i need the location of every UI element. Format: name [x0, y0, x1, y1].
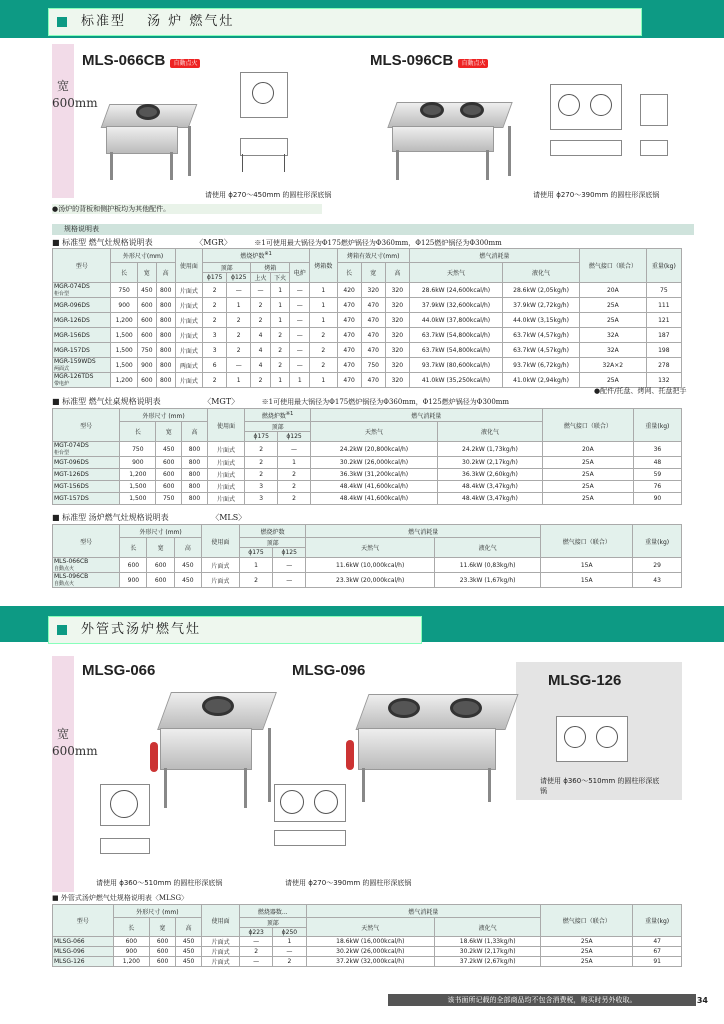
- table-cell: 1: [278, 457, 311, 469]
- drawing-mlsg066: [96, 780, 196, 870]
- table-cell: 片面式: [175, 313, 202, 328]
- table-row: [53, 493, 682, 505]
- table-cell: 600: [137, 328, 156, 343]
- table-cell: 800: [156, 358, 175, 373]
- table-cell: —: [290, 358, 310, 373]
- table-cell: 15A: [541, 558, 633, 573]
- table-cell: 750: [111, 283, 137, 298]
- table-cell: 1: [310, 373, 337, 388]
- table-cell: 800: [156, 298, 175, 313]
- table-cell: —: [290, 283, 310, 298]
- mls-title: ■ 标准型 汤炉燃气灶规格说明表 〈MLS〉: [52, 513, 247, 522]
- table-row: [53, 343, 682, 358]
- mgr-title: ■ 标准型 燃气灶规格说明表 〈MGR〉 ※1可使用最大锅径为Φ175燃炉锅径为Φ360mm，Φ125燃炉锅径为Φ300mm: [52, 238, 502, 247]
- table-cell: 750: [361, 358, 385, 373]
- model-cell: MGR-126DS: [53, 313, 111, 328]
- table-cell: 片面式: [175, 328, 202, 343]
- table-row: [53, 947, 682, 957]
- table-cell: 23.3kW (1,67kg/h): [435, 573, 541, 588]
- mgr-table: 型号 外形尺寸(mm) 使用面 燃烧炉数$^{※1}$ 烤箱数 烤箱有效尺寸(mm) 燃气消耗量 燃气接口（联合） 重量(kg) 长 宽 高 顶部 烤箱 电炉 长 宽 高 天然气 液化气 ϕ175 ϕ125 上火 下火 MGR-074DS 柜台型 750 450 800 片面式 2 — — 1 — 1 420 320 320 28.6kW (24,600kcal/h) 28.6kW (2,05kg/h) 20A 75 MGR-096DS 900 600 800 片面式 2 1 2 1 — 1 470 470 320 37.9kW (32,600kcal/h) 37.9kW (2,72kg/h) 25A 111 MGR-126DS 1,200 600 800 片面式 2 2 2 1 — 1 470 470 320 44.0kW (37,800kcal/h) 44.0kW (3,15kg/h) 25A 121 MGR-156DS 1,500 600 800 片面式 3 2 4 2 — 2 470 470 320 63.7kW (54,800kcal/h) 63.7kW (4,57kg/h) 32A 187 MGR-157DS 1,500 750 800 片面式 3 2 4 2 — 2 470 470 320 63.7kW (54,800kcal/h) 63.7kW (4,57kg/h) 32A 198 MGR-159WDS 两面式 1,500 900 800 两面式 6 — 4 2 — 2 470 750 320 93.7kW (80,600kcal/h) 93.7kW (6,72kg/h) 32A×2 278 MGR-126TDS 带电炉 1,200 600 800 片面式 2 1 2 1 1 1 470 470 320 41.0kW (35,250kcal/h) 41.0kW (2,94kg/h) 25A 132: [52, 248, 682, 388]
- table-cell: 470: [361, 328, 385, 343]
- table-cell: 2: [310, 343, 337, 358]
- table-cell: 470: [337, 328, 361, 343]
- drawing-b: [540, 80, 670, 180]
- table-cell: 470: [337, 298, 361, 313]
- table-cell: 900: [137, 358, 156, 373]
- table-cell: 1: [310, 313, 337, 328]
- table-cell: 800: [182, 493, 208, 505]
- table-cell: 750: [137, 343, 156, 358]
- drawing-mlsg126: [546, 712, 646, 768]
- section-marker: [57, 17, 67, 27]
- table-cell: 2: [203, 313, 227, 328]
- table-cell: 470: [337, 313, 361, 328]
- table-cell: 600: [137, 313, 156, 328]
- table-cell: 2: [203, 373, 227, 388]
- table-cell: 2: [245, 442, 278, 457]
- table-cell: 320: [385, 373, 409, 388]
- table-cell: 76: [633, 481, 681, 493]
- table-cell: 2: [227, 313, 251, 328]
- table-cell: 1,200: [120, 469, 156, 481]
- table-cell: 600: [120, 558, 147, 573]
- table-cell: —: [227, 358, 251, 373]
- table-cell: 41.0kW (35,250kcal/h): [409, 373, 502, 388]
- mgt-title: ■ 标准型 燃气灶桌规格说明表 〈MGT〉 ※1可使用最大锅径为Φ175燃炉锅径为Φ360mm，Φ125燃炉锅径为Φ300mm: [52, 397, 510, 406]
- table-cell: —: [227, 283, 251, 298]
- table-cell: 25A: [541, 937, 633, 947]
- table-cell: 1,200: [111, 313, 137, 328]
- table-cell: 450: [176, 947, 202, 957]
- table-cell: 59: [633, 469, 681, 481]
- table-cell: 1: [239, 558, 272, 573]
- table-cell: 1: [270, 283, 290, 298]
- table-cell: 470: [361, 343, 385, 358]
- table-cell: 900: [120, 573, 147, 588]
- table-cell: 6: [203, 358, 227, 373]
- mgr-table-body: [53, 283, 682, 388]
- model-cell: MGT-074DS 柜台型: [53, 442, 120, 457]
- table-cell: 30.2kW (26,000kcal/h): [310, 457, 437, 469]
- caption-mlsg066: 请使用 ϕ360～510mm 的圆柱形深底锅: [96, 879, 223, 887]
- table-cell: 25A: [542, 493, 633, 505]
- model-cell: MLSG-096: [53, 947, 114, 957]
- table-cell: 450: [174, 558, 201, 573]
- table-cell: 1: [290, 373, 310, 388]
- model-cell: MLS-066CB 自動点火: [53, 558, 120, 573]
- table-cell: 450: [174, 573, 201, 588]
- table-row: [53, 558, 682, 573]
- table-cell: 两面式: [175, 358, 202, 373]
- mlsg-table-body: [53, 937, 682, 967]
- table-cell: 25A: [579, 373, 646, 388]
- table-cell: 1: [310, 298, 337, 313]
- table-cell: 2: [203, 298, 227, 313]
- table-cell: 320: [385, 328, 409, 343]
- table-cell: 63.7kW (54,800kcal/h): [409, 328, 502, 343]
- table-cell: 48.4kW (41,600kcal/h): [310, 493, 437, 505]
- model-cell: MGT-156DS: [53, 481, 120, 493]
- table-row: [53, 283, 682, 298]
- table-cell: 1,500: [111, 328, 137, 343]
- table-cell: 2: [239, 573, 272, 588]
- table-cell: 3: [203, 343, 227, 358]
- model-title-b: MLS-096CB 自動点火: [370, 50, 488, 69]
- table-cell: —: [240, 937, 273, 947]
- table-cell: —: [240, 957, 273, 967]
- table-cell: 片面式: [207, 469, 244, 481]
- table-cell: 43: [633, 573, 682, 588]
- mgt-table-body: [53, 442, 682, 505]
- mlsg-table: 型号 外形尺寸 (mm) 使用面 燃烧器数... 燃气消耗量 燃气接口（联合） 重量(kg) 长 宽 高 顶部 天然气 液化气 ϕ223 ϕ250 MLSG-066 600 600 450 片面式 — 1 18.6kW (16,000kcal/h) 18.6kW (1,33kg/h) 25A 47 MLSG-096 900 600 450 片面式 2 — 30.2kW (26,000kcal/h) 30.2kW (2,17kg/h) 25A 67 MLSG-126 1,200 600 450 片面式 — 2 37.2kW (32,000kcal/h) 37.2kW (2,67kg/h) 25A 91: [52, 904, 682, 967]
- table-cell: 2: [270, 358, 290, 373]
- table-cell: 48.4kW (3,47kg/h): [438, 481, 543, 493]
- table-cell: 470: [337, 358, 361, 373]
- page-number: 34: [696, 996, 708, 1005]
- table-cell: 320: [385, 298, 409, 313]
- table-cell: 90: [633, 493, 681, 505]
- mls-table-body: [53, 558, 682, 588]
- table-cell: 450: [176, 957, 202, 967]
- table-cell: 2: [270, 343, 290, 358]
- table-cell: —: [273, 947, 306, 957]
- table-cell: 48: [633, 457, 681, 469]
- table-cell: 2: [251, 313, 271, 328]
- table-cell: 片面式: [175, 298, 202, 313]
- table-row: [53, 457, 682, 469]
- table-cell: 800: [182, 469, 208, 481]
- footer-note: 该书面所记载的全部商品均不包含消费税，购买时另外收取。: [388, 994, 696, 1006]
- table-cell: 198: [646, 343, 681, 358]
- table-cell: 3: [203, 328, 227, 343]
- model-cell: MLSG-066: [53, 937, 114, 947]
- table-row: [53, 313, 682, 328]
- table-cell: 750: [120, 442, 156, 457]
- accessory-note: ●配件/托盘、烤网、托盘把手: [594, 387, 687, 395]
- table-cell: 11.6kW (0,83kg/h): [435, 558, 541, 573]
- mgt-table: 型号 外形尺寸 (mm) 使用面 燃烧炉数$^{※1}$ 燃气消耗量 燃气接口（联合） 重量(kg) 长 宽 高 顶部 天然气 液化气 ϕ175 ϕ125 MGT-074DS 柜台型 750 450 800 片面式 2 — 24.2kW (20,800kcal/h) 24.2kW (1,73kg/h) 20A 36 MGT-096DS 900 600 800 片面式 2 1 30.2kW (26,000kcal/h) 30.2kW (2,17kg/h) 25A 48 MGT-126DS 1,200 600 800 片面式 2 2 36.3kW (31,200kcal/h) 36.3kW (2,60kg/h) 25A 59 MGT-156DS 1,500 600 800 片面式 3 2 48.4kW (41,600kcal/h) 48.4kW (3,47kg/h) 25A 76 MGT-157DS 1,500 750 800 片面式 3 2 48.4kW (41,600kcal/h) 48.4kW (3,47kg/h) 25A 90: [52, 408, 682, 505]
- section-marker: [57, 625, 67, 635]
- table-cell: 600: [156, 469, 182, 481]
- table-cell: 600: [150, 937, 176, 947]
- table-cell: 片面式: [201, 558, 239, 573]
- table-cell: 1: [273, 937, 306, 947]
- table-cell: 25A: [542, 481, 633, 493]
- table-cell: 800: [182, 442, 208, 457]
- model-cell: MGR-126TDS 带电炉: [53, 373, 111, 388]
- caption-mlsg126: 请使用 ϕ360～510mm 的圆柱形深底锅: [540, 777, 660, 795]
- table-cell: 4: [251, 343, 271, 358]
- table-cell: 36.3kW (31,200kcal/h): [310, 469, 437, 481]
- table-cell: 2: [270, 328, 290, 343]
- table-cell: 800: [156, 343, 175, 358]
- table-cell: 片面式: [207, 457, 244, 469]
- caption-b: 请使用 ϕ270～390mm 的圆柱形深底锅: [533, 191, 660, 199]
- table-cell: 1,500: [120, 481, 156, 493]
- table-cell: 600: [150, 947, 176, 957]
- table-cell: 600: [113, 937, 149, 947]
- table-cell: 800: [182, 457, 208, 469]
- table-cell: 1: [227, 373, 251, 388]
- mlsg-model-a: MLSG-066: [82, 662, 156, 679]
- table-cell: —: [290, 343, 310, 358]
- mlsg-model-c: MLSG-126: [548, 672, 622, 689]
- table-cell: 450: [137, 283, 156, 298]
- table-cell: 36.3kW (2,60kg/h): [438, 469, 543, 481]
- table-cell: 25A: [541, 947, 633, 957]
- table-cell: 48.4kW (3,47kg/h): [438, 493, 543, 505]
- table-cell: 片面式: [207, 493, 244, 505]
- table-row: [53, 373, 682, 388]
- table-cell: 2: [278, 469, 311, 481]
- table-cell: 片面式: [202, 947, 240, 957]
- table-cell: 25A: [542, 469, 633, 481]
- caption-a: 请使用 ϕ270～450mm 的圆柱形深底锅: [205, 191, 332, 199]
- table-cell: 20A: [542, 442, 633, 457]
- table-row: [53, 358, 682, 373]
- table-cell: 1,200: [113, 957, 149, 967]
- backboard-note: ●汤炉的背板和侧护板均为其他配件。: [52, 204, 322, 214]
- model-cell: MGR-074DS 柜台型: [53, 283, 111, 298]
- table-row: [53, 442, 682, 457]
- table-cell: 2: [251, 298, 271, 313]
- table-cell: —: [273, 573, 306, 588]
- table-cell: 片面式: [175, 283, 202, 298]
- model-cell: MGT-157DS: [53, 493, 120, 505]
- table-cell: 30.2kW (26,000kcal/h): [306, 947, 435, 957]
- table-cell: 3: [245, 481, 278, 493]
- table-cell: 18.6kW (1,33kg/h): [435, 937, 541, 947]
- table-cell: 2: [203, 283, 227, 298]
- table-cell: 片面式: [207, 442, 244, 457]
- table-row: [53, 957, 682, 967]
- caption-mlsg096: 请使用 ϕ270～390mm 的圆柱形深底锅: [285, 879, 412, 887]
- table-cell: 2: [310, 358, 337, 373]
- table-cell: 3: [245, 493, 278, 505]
- table-cell: 470: [361, 313, 385, 328]
- section2-title: 外管式汤炉燃气灶: [81, 622, 202, 637]
- table-cell: 1: [310, 283, 337, 298]
- table-cell: 2: [245, 457, 278, 469]
- table-cell: 28.6kW (24,600kcal/h): [409, 283, 502, 298]
- section-title: 标准型 汤 炉 燃气灶: [81, 14, 235, 29]
- model-cell: MGR-157DS: [53, 343, 111, 358]
- table-cell: 片面式: [207, 481, 244, 493]
- table-cell: 63.7kW (54,800kcal/h): [409, 343, 502, 358]
- table-row: [53, 937, 682, 947]
- table-cell: 111: [646, 298, 681, 313]
- table-cell: 1,200: [111, 373, 137, 388]
- table-row: [53, 573, 682, 588]
- table-cell: 320: [385, 343, 409, 358]
- table-cell: 片面式: [202, 937, 240, 947]
- model-cell: MGT-096DS: [53, 457, 120, 469]
- section-title-tab: [48, 8, 642, 36]
- table-cell: 30.2kW (2,17kg/h): [438, 457, 543, 469]
- table-cell: 36: [633, 442, 681, 457]
- table-cell: 1: [270, 313, 290, 328]
- model-cell: MGR-156DS: [53, 328, 111, 343]
- model-title-a: MLS-066CB 自動点火: [82, 50, 200, 69]
- table-cell: 900: [120, 457, 156, 469]
- table-cell: 800: [156, 283, 175, 298]
- drawing-a: [220, 68, 320, 178]
- table-cell: —: [278, 442, 311, 457]
- table-cell: 48.4kW (41,600kcal/h): [310, 481, 437, 493]
- table-cell: 900: [113, 947, 149, 957]
- table-cell: 450: [156, 442, 182, 457]
- table-cell: 2: [310, 328, 337, 343]
- drawing-mlsg096: [270, 780, 380, 860]
- table-cell: 278: [646, 358, 681, 373]
- table-cell: 28.6kW (2,05kg/h): [503, 283, 580, 298]
- table-cell: 41.0kW (2,94kg/h): [503, 373, 580, 388]
- table-cell: 4: [251, 328, 271, 343]
- table-cell: 2: [273, 957, 306, 967]
- table-cell: 600: [156, 457, 182, 469]
- table-cell: 37.9kW (32,600kcal/h): [409, 298, 502, 313]
- table-cell: 1,500: [120, 493, 156, 505]
- table-cell: 63.7kW (4,57kg/h): [503, 343, 580, 358]
- table-cell: 片面式: [175, 343, 202, 358]
- table-cell: 29: [633, 558, 682, 573]
- table-cell: —: [290, 328, 310, 343]
- table-cell: 320: [385, 283, 409, 298]
- table-cell: 片面式: [202, 957, 240, 967]
- table-cell: 2: [240, 947, 273, 957]
- mlsg-title: ■ 外管式汤炉燃气灶规格说明表〈MLSG〉: [52, 894, 189, 902]
- spec-header: 规格说明表: [52, 224, 694, 235]
- table-cell: 2: [278, 493, 311, 505]
- table-row: [53, 298, 682, 313]
- table-cell: 600: [147, 558, 174, 573]
- table-cell: 320: [385, 313, 409, 328]
- table-cell: 187: [646, 328, 681, 343]
- table-cell: 37.2kW (2,67kg/h): [435, 957, 541, 967]
- table-cell: 24.2kW (20,800kcal/h): [310, 442, 437, 457]
- table-cell: 470: [361, 298, 385, 313]
- table-cell: 32A: [579, 343, 646, 358]
- table-cell: 4: [251, 358, 271, 373]
- table-cell: —: [251, 283, 271, 298]
- table-cell: 470: [337, 343, 361, 358]
- table-cell: 1: [270, 298, 290, 313]
- table-cell: 1: [227, 298, 251, 313]
- table-cell: 320: [385, 358, 409, 373]
- table-cell: 800: [156, 328, 175, 343]
- table-cell: 37.2kW (32,000kcal/h): [306, 957, 435, 967]
- table-cell: 1: [270, 373, 290, 388]
- mlsg-model-b: MLSG-096: [292, 662, 366, 679]
- table-cell: 93.7kW (6,72kg/h): [503, 358, 580, 373]
- table-cell: 25A: [579, 313, 646, 328]
- table-cell: 30.2kW (2,17kg/h): [435, 947, 541, 957]
- table-cell: 32A×2: [579, 358, 646, 373]
- model-cell: MGT-126DS: [53, 469, 120, 481]
- table-cell: 37.9kW (2,72kg/h): [503, 298, 580, 313]
- table-cell: 2: [251, 373, 271, 388]
- table-cell: 25A: [542, 457, 633, 469]
- table-cell: 600: [137, 298, 156, 313]
- stove-photo-a: [100, 96, 200, 186]
- table-cell: 1,500: [111, 343, 137, 358]
- table-cell: 2: [245, 469, 278, 481]
- table-cell: 800: [156, 373, 175, 388]
- width-side-label-2: 宽600mm: [52, 656, 74, 892]
- width-side-label: 宽600mm: [52, 44, 74, 198]
- table-cell: 320: [361, 283, 385, 298]
- table-cell: 600: [150, 957, 176, 967]
- table-cell: 15A: [541, 573, 633, 588]
- table-cell: 470: [337, 373, 361, 388]
- table-row: [53, 481, 682, 493]
- model-cell: MGR-096DS: [53, 298, 111, 313]
- model-cell: MGR-159WDS 两面式: [53, 358, 111, 373]
- table-cell: 32A: [579, 328, 646, 343]
- table-cell: 25A: [579, 298, 646, 313]
- table-cell: 470: [361, 373, 385, 388]
- table-cell: 20A: [579, 283, 646, 298]
- table-cell: 600: [137, 373, 156, 388]
- table-cell: 25A: [541, 957, 633, 967]
- table-cell: 600: [156, 481, 182, 493]
- auto-ignition-badge: 自動点火: [458, 59, 488, 68]
- table-cell: 24.2kW (1,73kg/h): [438, 442, 543, 457]
- table-cell: 750: [156, 493, 182, 505]
- table-cell: 93.7kW (80,600kcal/h): [409, 358, 502, 373]
- table-cell: 44.0kW (3,15kg/h): [503, 313, 580, 328]
- table-cell: 2: [278, 481, 311, 493]
- table-cell: 2: [227, 343, 251, 358]
- table-cell: 450: [176, 937, 202, 947]
- table-cell: 2: [227, 328, 251, 343]
- table-cell: 67: [633, 947, 682, 957]
- table-cell: 18.6kW (16,000kcal/h): [306, 937, 435, 947]
- table-cell: 44.0kW (37,800kcal/h): [409, 313, 502, 328]
- mls-table: 型号 外形尺寸 (mm) 使用面 燃烧炉数 燃气消耗量 燃气接口（联合） 重量(kg) 长 宽 高 顶部 天然气 液化气 ϕ175 ϕ125 MLS-066CB 自動点火 600 600 450 片面式 1 — 11.6kW (10,000kcal/h) 11.6kW (0,83kg/h) 15A 29 MLS-096CB 自動点火 900 600 450 片面式 2 — 23.3kW (20,000kcal/h) 23.3kW (1,67kg/h) 15A 43: [52, 524, 682, 588]
- table-cell: 47: [633, 937, 682, 947]
- table-cell: 1,500: [111, 358, 137, 373]
- model-cell: MLS-096CB 自動点火: [53, 573, 120, 588]
- table-cell: 63.7kW (4,57kg/h): [503, 328, 580, 343]
- table-cell: 132: [646, 373, 681, 388]
- table-cell: 900: [111, 298, 137, 313]
- table-cell: 片面式: [201, 573, 239, 588]
- model-cell: MLSG-126: [53, 957, 114, 967]
- table-cell: 91: [633, 957, 682, 967]
- table-cell: 片面式: [175, 373, 202, 388]
- table-cell: 75: [646, 283, 681, 298]
- table-row: [53, 328, 682, 343]
- table-cell: 121: [646, 313, 681, 328]
- table-cell: 420: [337, 283, 361, 298]
- table-row: [53, 469, 682, 481]
- table-cell: 23.3kW (20,000kcal/h): [306, 573, 435, 588]
- table-cell: 800: [156, 313, 175, 328]
- table-cell: —: [290, 298, 310, 313]
- stove-photo-b: [384, 96, 514, 186]
- table-cell: 600: [147, 573, 174, 588]
- table-cell: 800: [182, 481, 208, 493]
- table-cell: —: [273, 558, 306, 573]
- table-cell: 11.6kW (10,000kcal/h): [306, 558, 435, 573]
- section2-title-tab: [48, 616, 422, 644]
- table-cell: —: [290, 313, 310, 328]
- auto-ignition-badge: 自動点火: [170, 59, 200, 68]
